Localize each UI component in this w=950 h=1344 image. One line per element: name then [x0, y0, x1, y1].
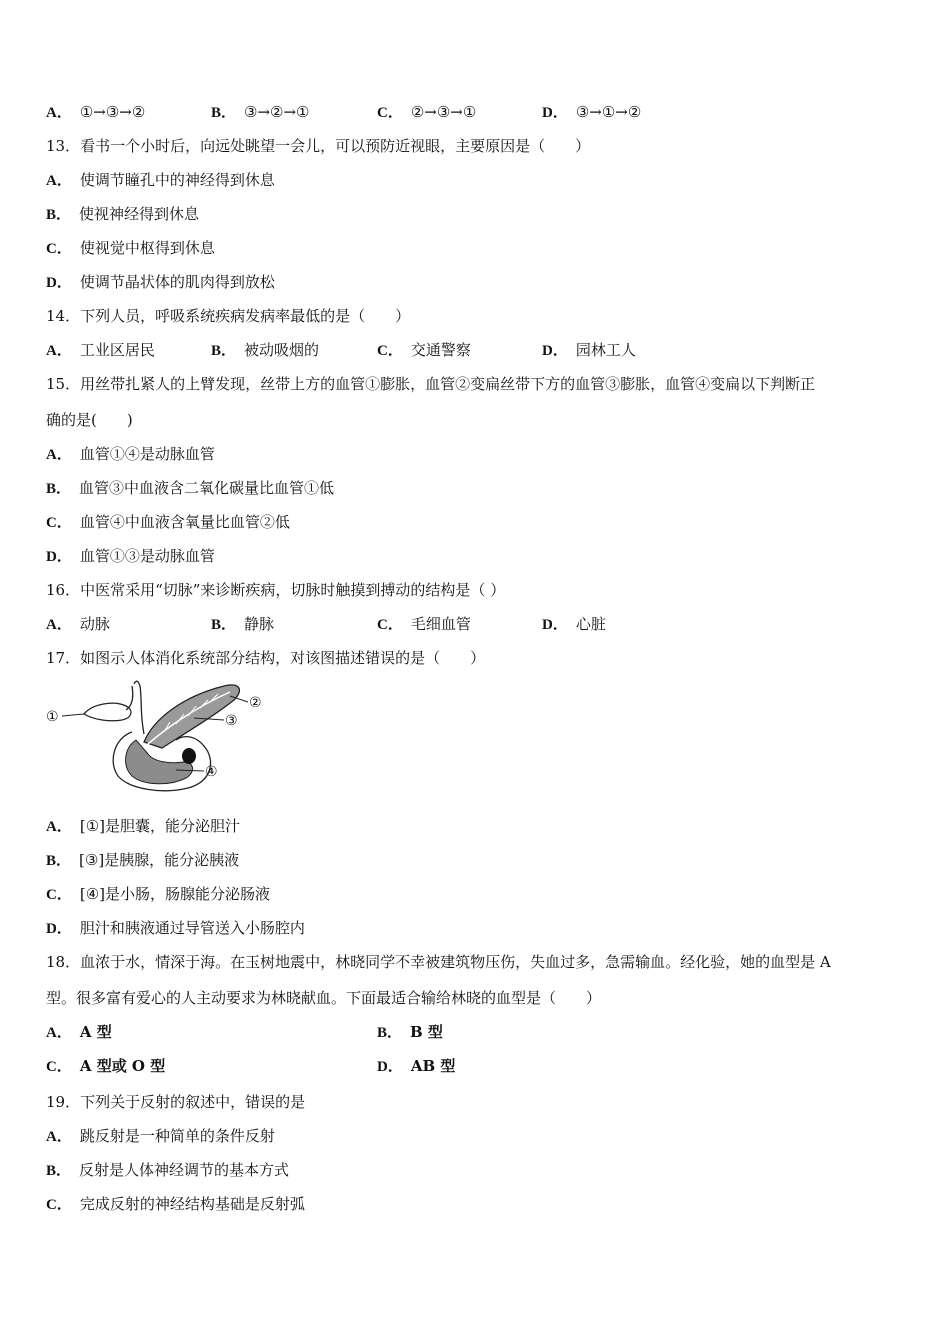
- q19-option-a[interactable]: A． 跳反射是一种简单的条件反射: [46, 1127, 275, 1145]
- q14-option-d[interactable]: D． 园林工人: [542, 341, 636, 359]
- q15-stem-line2: 确的是( ): [46, 411, 133, 429]
- intestine-dark-spot: [182, 748, 196, 764]
- figure-label-2: ②: [249, 695, 262, 711]
- q17-option-c[interactable]: C． [④]是小肠，肠腺能分泌肠液: [46, 885, 270, 903]
- q14-option-c[interactable]: C． 交通警察: [377, 341, 471, 359]
- q12-option-a[interactable]: A． ①→③→②: [46, 103, 146, 121]
- q19-option-b[interactable]: B． 反射是人体神经调节的基本方式: [46, 1161, 290, 1179]
- figure-label-4: ④: [205, 764, 218, 780]
- q18-option-b[interactable]: B． B 型: [377, 1023, 443, 1041]
- q16-option-d[interactable]: D． 心脏: [542, 615, 606, 633]
- q12-option-d[interactable]: D． ③→①→②: [542, 103, 642, 121]
- q15-option-d[interactable]: D． 血管①③是动脉血管: [46, 547, 215, 565]
- q13-stem: 13．看书一个小时后，向远处眺望一会儿，可以预防近视眼，主要原因是（ ）: [46, 137, 591, 155]
- q16-stem: 16．中医常采用“切脉”来诊断疾病，切脉时触摸到搏动的结构是（ ）: [46, 581, 506, 599]
- q12-option-c[interactable]: C． ②→③→①: [377, 103, 477, 121]
- q16-option-b[interactable]: B． 静脉: [211, 615, 275, 633]
- q18-stem-line2: 型。很多富有爱心的人主动要求为林晓献血。下面最适合输给林晓的血型是（ ）: [46, 989, 602, 1007]
- q18-option-d[interactable]: D． AB 型: [377, 1057, 456, 1075]
- q14-stem: 14．下列人员，呼吸系统疾病发病率最低的是（ ）: [46, 307, 411, 325]
- q15-option-a[interactable]: A． 血管①④是动脉血管: [46, 445, 215, 463]
- q18-stem-line1: 18．血浓于水，情深于海。在玉树地震中，林晓同学不幸被建筑物压伤，失血过多，急需输血。经化验，她的血型是 A: [46, 953, 831, 971]
- q15-option-b[interactable]: B． 血管③中血液含二氧化碳量比血管①低: [46, 479, 335, 497]
- q14-option-b[interactable]: B． 被动吸烟的: [211, 341, 320, 359]
- q17-option-d[interactable]: D． 胆汁和胰液通过导管送入小肠腔内: [46, 919, 305, 937]
- q14-option-a[interactable]: A． 工业区居民: [46, 341, 155, 359]
- q16-option-c[interactable]: C． 毛细血管: [377, 615, 471, 633]
- digestive-system-figure: [44, 678, 284, 798]
- q13-option-a[interactable]: A． 使调节瞳孔中的神经得到休息: [46, 171, 275, 189]
- q13-option-c[interactable]: C． 使视觉中枢得到休息: [46, 239, 215, 257]
- q17-option-a[interactable]: A． [①]是胆囊，能分泌胆汁: [46, 817, 240, 835]
- figure-label-1: ①: [46, 709, 59, 725]
- q13-option-d[interactable]: D． 使调节晶状体的肌肉得到放松: [46, 273, 275, 291]
- q19-stem: 19．下列关于反射的叙述中，错误的是: [46, 1093, 306, 1111]
- bile-duct: [126, 681, 144, 734]
- figure-label-3: ③: [225, 713, 238, 729]
- q16-option-a[interactable]: A． 动脉: [46, 615, 110, 633]
- q13-option-b[interactable]: B． 使视神经得到休息: [46, 205, 200, 223]
- q15-stem-line1: 15．用丝带扎紧人的上臂发现，丝带上方的血管①膨胀，血管②变扁丝带下方的血管③膨胀，血管④变扁以下判断正: [46, 375, 816, 393]
- q18-option-a[interactable]: A． A 型: [46, 1023, 112, 1041]
- q15-option-c[interactable]: C． 血管④中血液含氧量比血管②低: [46, 513, 290, 531]
- q12-option-b[interactable]: B． ③→②→①: [211, 103, 310, 121]
- q19-option-c[interactable]: C． 完成反射的神经结构基础是反射弧: [46, 1195, 305, 1213]
- leader-line-1: [62, 714, 84, 716]
- q17-stem: 17．如图示人体消化系统部分结构，对该图描述错误的是（ ）: [46, 649, 486, 667]
- q18-option-c[interactable]: C． A 型或 O 型: [46, 1057, 166, 1075]
- gallbladder-shape: [84, 703, 131, 721]
- q17-option-b[interactable]: B． [③]是胰腺，能分泌胰液: [46, 851, 240, 869]
